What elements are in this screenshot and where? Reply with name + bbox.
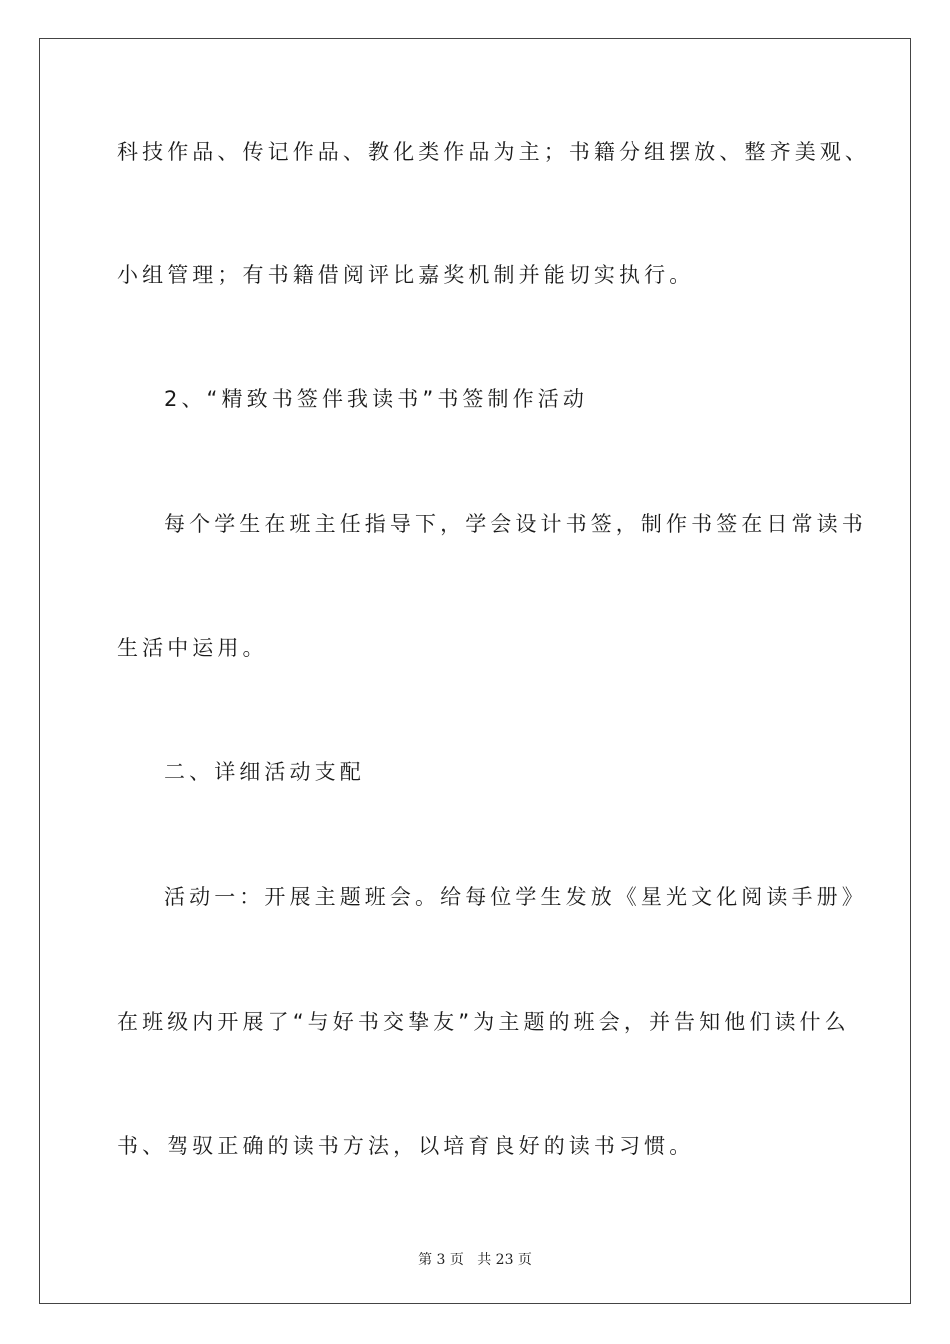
text-line-7: 活动一：开展主题班会。给每位学生发放《星光文化阅读手册》 [164,885,867,909]
page-number-footer: 第 3 页 共 23 页 [418,1252,532,1268]
text-line-5: 生活中运用。 [117,636,268,660]
page-border [39,38,911,1304]
text-line-9: 书、驾驭正确的读书方法，以培育良好的读书习惯。 [117,1134,695,1158]
text-line-8: 在班级内开展了“与好书交挚友”为主题的班会，并告知他们读什么 [117,1010,850,1034]
text-line-4: 每个学生在班主任指导下，学会设计书签，制作书签在日常读书 [164,512,867,536]
text-line-6: 二、详细活动支配 [164,760,365,784]
text-line-1: 科技作品、传记作品、教化类作品为主；书籍分组摆放、整齐美观、 [117,140,870,164]
text-line-2: 小组管理；有书籍借阅评比嘉奖机制并能切实执行。 [117,263,695,287]
text-line-3: 2、“精致书签伴我读书”书签制作活动 [164,387,588,411]
